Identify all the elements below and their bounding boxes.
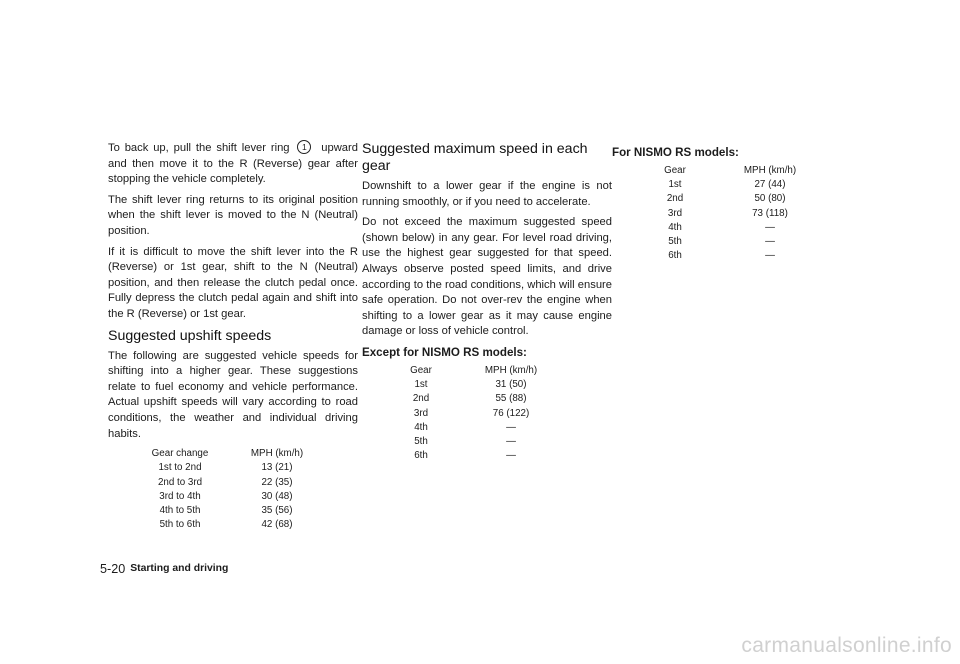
table-header: Gear change	[151, 448, 209, 460]
table-row	[656, 178, 846, 192]
max-speed-paragraph: Do not exceed the maximum suggested speed (shown below) in any gear. For level road driving, use the highest gear suggested for that speed. Always observe posted speed limits, and drive according to the road conditions, which will ensure safe operation. Do not over-rev the engine when shifting to a lower gear as it may cause engine damage or loss of vehicle control.	[362, 216, 612, 338]
table-row	[656, 249, 846, 263]
table-cell: 4th	[414, 421, 428, 433]
downshift-paragraph: Downshift to a lower gear if the engine is not running smoothly, or if you need to accelerate.	[362, 180, 612, 208]
table-cell: 5th	[414, 435, 428, 447]
table-cell: —	[506, 450, 516, 462]
column-middle	[362, 140, 612, 463]
table-row	[396, 407, 576, 421]
max-speed-table-standard	[396, 364, 576, 463]
table-cell: 2nd	[666, 193, 684, 205]
except-nismo-subheading: Except for NISMO RS models:	[362, 345, 527, 359]
table-cell: 2nd	[412, 393, 430, 405]
table-row	[396, 392, 576, 406]
table-cell: 55 (88)	[495, 393, 527, 405]
column-left	[108, 140, 358, 532]
table-row	[656, 207, 846, 221]
table-cell: 1st to 2nd	[158, 462, 202, 474]
table-cell: 30 (48)	[261, 490, 293, 502]
table-header: MPH (km/h)	[484, 364, 538, 376]
table-header: Gear	[410, 364, 432, 376]
table-cell: 4th	[668, 221, 682, 233]
table-cell: 42 (68)	[261, 519, 293, 531]
upshift-heading: Suggested upshift speeds	[108, 327, 272, 344]
table-row	[134, 504, 328, 518]
table-cell: 4th to 5th	[159, 504, 201, 516]
shift-ring-paragraph: The shift lever ring returns to its original position when the shift lever is moved to the N (Neutral) position.	[108, 193, 358, 237]
table-row	[396, 435, 576, 449]
table-cell: 6th	[414, 450, 428, 462]
table-header: MPH (km/h)	[250, 448, 304, 460]
table-cell: —	[506, 435, 516, 447]
table-cell: 50 (80)	[754, 193, 786, 205]
difficult-shift-paragraph: If it is difficult to move the shift lever into the R (Reverse) or 1st gear, shift to the N (Neutral) position, and then release the clutch pedal once. Fully depress the clutch pedal again and shift into the R (Reverse) or 1st gear.	[108, 245, 358, 320]
table-cell: —	[765, 250, 775, 262]
table-cell: —	[506, 421, 516, 433]
table-header: Gear	[664, 165, 686, 176]
paragraph-text-start: To back up, pull the shift lever ring	[108, 142, 295, 154]
table-cell: 22 (35)	[261, 476, 293, 488]
section-title: Starting and driving	[130, 563, 229, 575]
table-cell: —	[765, 236, 775, 248]
max-speed-heading: Suggested maximum speed in each gear	[362, 141, 588, 174]
nismo-subheading: For NISMO RS models:	[612, 146, 739, 159]
table-cell: —	[765, 221, 775, 233]
table-row	[134, 490, 328, 504]
table-cell: 76 (122)	[492, 407, 530, 419]
table-cell: 5th	[668, 236, 682, 248]
page-number: 5-20	[100, 561, 126, 576]
callout-marker: 1	[297, 140, 311, 154]
table-cell: 27 (44)	[754, 179, 786, 191]
table-row	[656, 221, 846, 235]
column-right	[612, 142, 862, 263]
table-row	[656, 235, 846, 249]
table-cell: 3rd to 4th	[159, 490, 201, 502]
table-row	[396, 421, 576, 435]
table-cell: 35 (56)	[261, 504, 293, 516]
table-row	[656, 192, 846, 206]
watermark: carmanualsonline.info	[741, 634, 952, 657]
paragraph-text-end: upward and then move it to the R (Reverse) gear after stopping the vehicle completely.	[108, 142, 358, 186]
table-cell: 1st	[414, 379, 428, 391]
table-row	[396, 378, 576, 392]
table-row	[134, 461, 328, 475]
table-header-row	[656, 164, 846, 178]
page-footer	[100, 560, 228, 578]
table-cell: 2nd to 3rd	[157, 476, 203, 488]
upshift-paragraph: The following are suggested vehicle speeds for shifting into a higher gear. These suggestions relate to fuel economy and vehicle performance. Actual upshift speeds will vary according to road conditions, the weather and individual driving habits.	[108, 349, 358, 440]
max-speed-table-nismo	[656, 164, 846, 263]
table-row	[134, 476, 328, 490]
table-row	[134, 518, 328, 532]
table-cell: 1st	[668, 179, 682, 191]
table-cell: 13 (21)	[261, 462, 293, 474]
upshift-speed-table	[134, 447, 328, 532]
table-header-row	[396, 364, 576, 378]
table-cell: 31 (50)	[495, 379, 527, 391]
table-cell: 73 (118)	[752, 207, 788, 219]
table-cell: 6th	[668, 250, 682, 262]
table-cell: 3rd	[667, 207, 683, 219]
table-header: MPH (km/h)	[743, 165, 797, 176]
shift-back-paragraph	[108, 140, 358, 188]
table-cell: 5th to 6th	[159, 519, 201, 531]
table-cell: 3rd	[413, 407, 429, 419]
table-header-row	[134, 447, 328, 461]
table-row	[396, 449, 576, 463]
